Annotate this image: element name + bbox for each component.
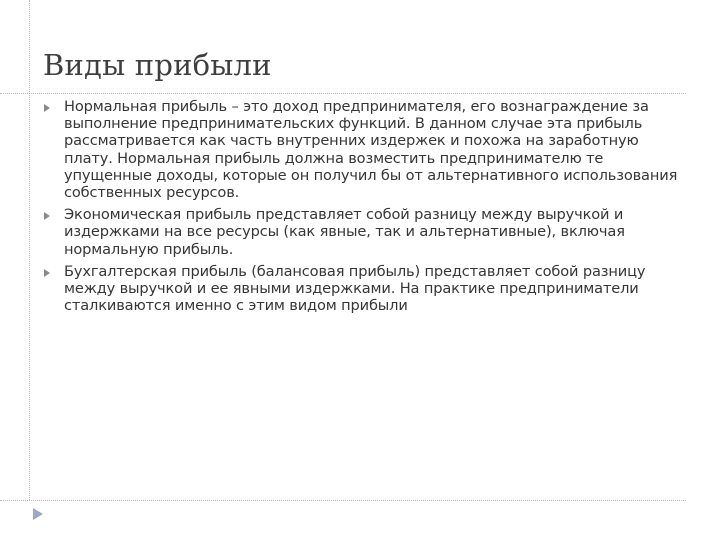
bullet-text: Нормальная прибыль – это доход предпринимателя, его вознаграждение за выполнение предпринимательских функций. В данном случае эта прибыль рассматривается как часть внутренних издержек и похожа на заработную плату. Нормальная прибыль должна возместить предпринимателю те упущенные доходы, которые он получил бы от альтернативного использования собственных ресурсов. (64, 98, 678, 202)
title-divider-line (0, 93, 686, 94)
bullet-text: Экономическая прибыль представляет собой разницу между выручкой и издержками на все ресурсы (как явные, так и альтернативные), включая нормальную прибыль. (64, 206, 625, 258)
play-arrow-icon[interactable] (33, 508, 43, 520)
vertical-guide-line (29, 0, 30, 500)
bullet-item-economic-profit (44, 206, 684, 258)
bullet-text: Бухгалтерская прибыль (балансовая прибыль) представляет собой разницу между выручкой и ее явными издержками. На практике предприниматели сталкиваются именно с этим видом прибыли (64, 262, 646, 315)
bullet-item-accounting-profit (44, 263, 684, 315)
footer-divider-line (0, 500, 686, 501)
triangle-bullet-icon (44, 212, 50, 220)
bullet-list (44, 98, 684, 319)
triangle-bullet-icon (44, 104, 50, 112)
bullet-item-normal-profit (44, 98, 684, 201)
slide-title: Виды прибыли (43, 48, 272, 82)
triangle-bullet-icon (44, 269, 50, 277)
